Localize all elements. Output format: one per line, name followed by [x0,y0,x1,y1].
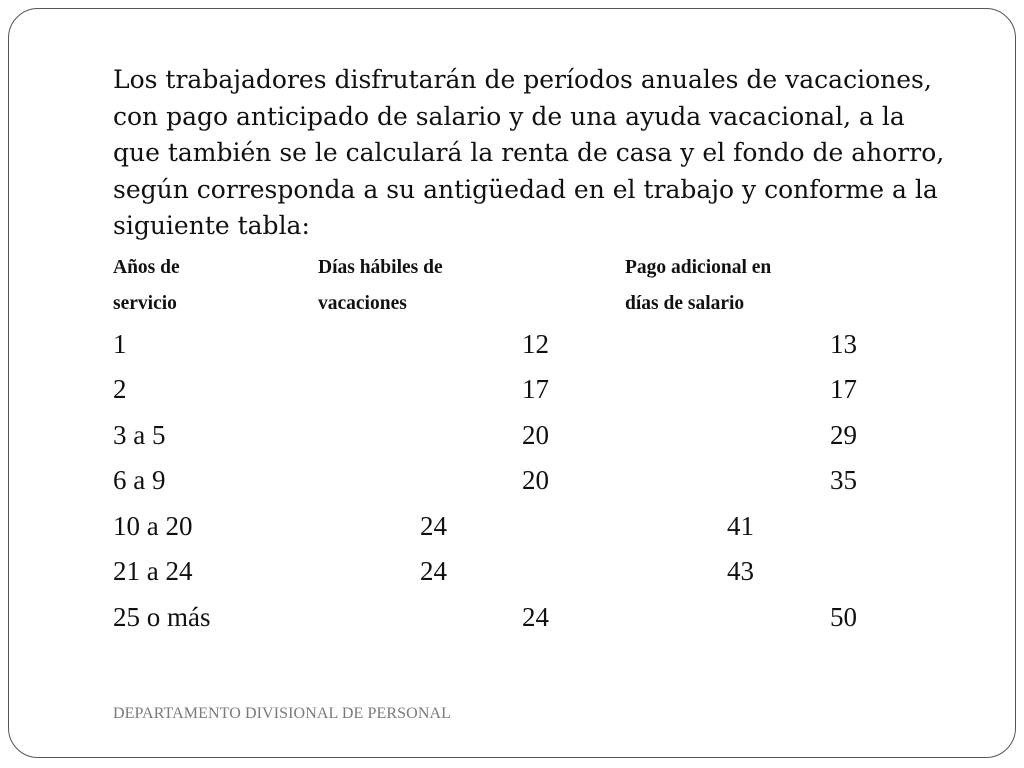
cell-years: 21 a 24 [113,556,193,586]
cell-pay: 29 [830,420,857,450]
header-years-line-1: Años de [113,257,180,278]
cell-days: 20 [522,465,549,495]
header-years-line-2: servicio [113,293,177,314]
cell-days: 24 [522,602,549,632]
footer-text: DEPARTAMENTO DIVISIONAL DE PERSONAL [113,705,452,722]
header-pay-line-1: Pago adicional en [625,257,772,278]
cell-pay: 13 [830,329,857,359]
cell-days: 17 [522,374,549,404]
cell-pay: 43 [727,556,754,586]
intro-paragraph: Los trabajadores disfrutarán de períodos anuales de vacaciones, con pago anticipado de salario y de una ayuda vacacional, a la que también se le calculará la renta de casa y el fondo de ahorro, según corresponda a su antigüedad en el trabajo y conforme a la siguiente tabla: [113,65,945,240]
cell-days: 24 [420,511,447,541]
cell-pay: 50 [830,602,857,632]
cell-pay: 17 [830,374,857,404]
cell-days: 20 [522,420,549,450]
header-pay-line-2: días de salario [625,293,745,314]
header-years [113,250,293,322]
cell-years: 1 [113,329,127,359]
cell-pay: 35 [830,465,857,495]
cell-years: 25 o más [113,602,211,632]
cell-years: 10 a 20 [113,511,193,541]
cell-years: 3 a 5 [113,420,166,450]
cell-years: 6 a 9 [113,465,166,495]
header-days [318,250,518,322]
cell-days: 12 [522,329,549,359]
header-days-line-1: Días hábiles de [318,257,443,278]
header-days-line-2: vacaciones [318,293,407,314]
cell-days: 24 [420,556,447,586]
cell-pay: 41 [727,511,754,541]
cell-years: 2 [113,374,127,404]
header-pay [625,250,845,322]
